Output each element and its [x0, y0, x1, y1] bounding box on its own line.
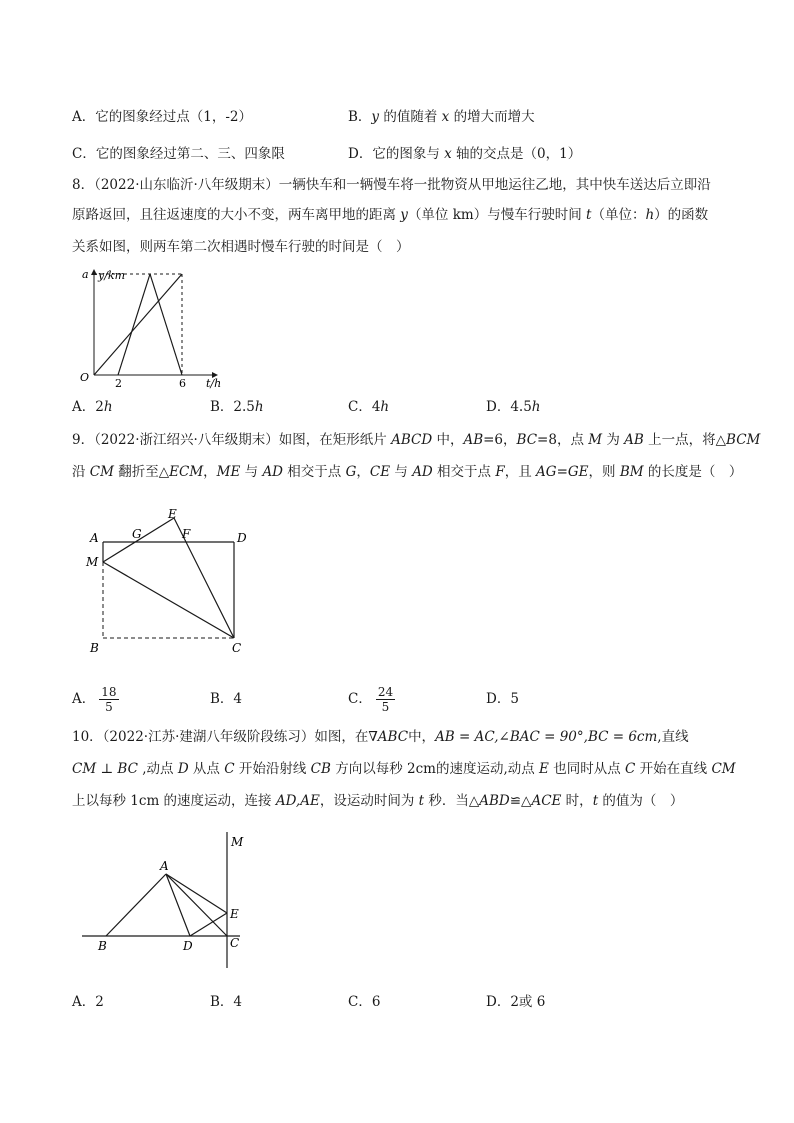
q9-l2-l: 的长度是（ ） [643, 464, 743, 480]
q8-option-b-unit: h [254, 399, 264, 415]
q9-l1-bcm: BCM [726, 432, 761, 448]
q10-label-c: C [230, 936, 240, 950]
q8-y-label: y/km [98, 269, 126, 282]
q9-l1-bc: BC [516, 432, 538, 448]
q8-var-y: y [400, 207, 408, 223]
q9-l2-c: ， [203, 464, 217, 480]
q9-option-c-fraction [376, 685, 395, 714]
q7-option-d [348, 144, 581, 164]
q10-l2-e: E [539, 761, 549, 777]
q9-l2-fpt: F [495, 464, 505, 480]
q10-l3-adae: AD,AE [275, 793, 320, 809]
q9-l1-e: 为 [602, 432, 625, 448]
q9-l2-h: 相交于点 [432, 464, 496, 480]
q9-label-f: F [182, 527, 191, 541]
q9-l2-d: 与 [240, 464, 263, 480]
q7-option-b-var2: x [441, 109, 450, 125]
q10-option-c-text: C．6 [348, 994, 381, 1010]
q10-line2 [72, 759, 736, 779]
q8-line2-c: （单位： [591, 207, 646, 223]
q8-line1-text: 8．（2022·山东临沂·八年级期末）一辆快车和一辆慢车将一批物资从甲地运往乙地，其中快车送达后立即沿 [72, 177, 711, 193]
q9-l2-ge: GE [567, 464, 589, 480]
q10-l3-t2: t [592, 793, 599, 809]
q8-option-d-prefix: D．4.5 [486, 399, 532, 415]
q9-l1-ab2: AB [624, 432, 644, 448]
q9-option-b-text: B．4 [210, 691, 243, 707]
q10-l2-cm2: CM [711, 761, 736, 777]
q10-l3-b: ，设运动时间为 [319, 793, 419, 809]
q9-l2-bm: BM [619, 464, 644, 480]
q7-option-a [72, 107, 252, 127]
q9-label-e: E [168, 507, 177, 521]
q8-option-b [210, 397, 264, 417]
q10-side-ab [106, 874, 166, 936]
q9-option-a [72, 682, 119, 716]
q9-line2 [72, 462, 742, 482]
q8-line2-d: ）的函数 [654, 207, 709, 223]
q7-option-b [348, 107, 535, 127]
q7-option-d-var: x [444, 146, 452, 162]
q7-option-b-mid: 的值随着 [379, 109, 442, 125]
q10-option-a-text: A．2 [72, 994, 104, 1010]
q8-option-a-unit: h [103, 399, 113, 415]
q9-l2-ecm: ECM [169, 464, 204, 480]
q8-fast-car-return [150, 274, 182, 375]
q10-l2-c3: C [625, 761, 636, 777]
q8-var-t: t [586, 207, 592, 223]
q9-l2-b: 翻折至△ [113, 464, 170, 480]
q9-option-d-text: D．5 [486, 691, 519, 707]
q7-option-b-var1: y [371, 109, 380, 125]
q8-tick-6: 6 [179, 377, 186, 390]
q8-option-b-prefix: B．2.5 [210, 399, 255, 415]
q10-l3-c: 秒．当△ [424, 793, 480, 809]
q7-option-c [72, 144, 285, 164]
q9-l2-a: 沿 [72, 464, 90, 480]
q10-option-b [210, 992, 242, 1012]
q10-line-ae [166, 874, 227, 913]
q9-label-a: A [90, 531, 99, 545]
q7-option-d-prefix: D．它的图象与 [348, 146, 445, 162]
q10-l2-b: 从点 [188, 761, 225, 777]
q10-label-a: A [160, 859, 169, 873]
q10-l1-cond: AB = AC,∠BAC = 90°,BC = 6cm [435, 729, 658, 745]
q8-option-a [72, 397, 113, 417]
q9-l2-g: G [345, 464, 357, 480]
q9-option-c-den: 5 [381, 700, 390, 714]
q9-option-d [486, 689, 519, 709]
q9-option-a-fraction [99, 685, 118, 714]
q10-l2-cb: CB [310, 761, 331, 777]
q9-l2-ag: AG [536, 464, 557, 480]
q8-option-d [486, 397, 541, 417]
q9-figure [80, 505, 260, 660]
q8-option-c [348, 397, 389, 417]
q9-label-b: B [90, 641, 99, 655]
q9-option-c-prefix: C． [348, 691, 372, 707]
q10-l3-d: 时， [561, 793, 593, 809]
q10-label-e: E [230, 907, 239, 921]
q9-l2-i: ，且 [504, 464, 537, 480]
q7-option-b-prefix: B． [348, 109, 372, 125]
q9-l2-k: ，则 [588, 464, 620, 480]
q9-l2-e: 相交于点 [283, 464, 346, 480]
q10-label-b: B [98, 939, 107, 953]
q8-line3 [72, 237, 410, 257]
q8-line2 [72, 205, 708, 225]
q8-a-label: a [82, 268, 89, 281]
q9-option-c [348, 682, 395, 716]
q9-option-a-num: 18 [101, 685, 117, 699]
q9-l1-f: 上一点，将△ [643, 432, 727, 448]
q9-label-c: C [232, 641, 242, 655]
q10-option-a [72, 992, 104, 1012]
q10-line-ad [166, 874, 190, 936]
q10-l2-cm: CM ⊥ BC [72, 761, 138, 777]
q8-line2-a: 原路返回，且往返速度的大小不变，两车离甲地的距离 [72, 207, 401, 223]
q9-option-a-prefix: A． [72, 691, 96, 707]
q10-option-d [486, 992, 545, 1012]
q7-option-c-text: C．它的图象经过第二、三、四象限 [72, 146, 285, 162]
q9-line1 [72, 430, 760, 450]
q10-l2-e2: 也同时从点 [548, 761, 625, 777]
q9-l1-d: =8，点 [537, 432, 589, 448]
q9-l2-ad2: AD [412, 464, 433, 480]
q8-option-c-unit: h [380, 399, 390, 415]
q9-label-g: G [132, 527, 142, 541]
q10-l3-e: 的值为（ ） [598, 793, 684, 809]
q7-option-a-text: A．它的图象经过点（1，-2） [72, 109, 252, 125]
q10-figure [80, 830, 270, 975]
q10-l2-f: 开始在直线 [635, 761, 712, 777]
q10-l2-d: D [177, 761, 189, 777]
q8-option-c-prefix: C．4 [348, 399, 381, 415]
q8-option-d-unit: h [531, 399, 541, 415]
q8-origin-label: O [80, 371, 90, 384]
q10-side-ac [166, 874, 227, 936]
q10-label-d: D [183, 939, 193, 953]
q9-l1-ab: AB [463, 432, 484, 448]
q7-option-b-suffix: 的增大而增大 [449, 109, 535, 125]
q10-l1-c: ,直线 [657, 729, 689, 745]
q10-l2-d2: 方向以每秒 2cm的速度运动,动点 [330, 761, 540, 777]
q10-l3-abd: ABD [479, 793, 510, 809]
q10-l3-cong: ≌△ [509, 793, 532, 809]
q10-l1-tri: ∇ABC [368, 729, 409, 745]
q9-label-m: M [86, 555, 99, 569]
q9-option-a-den: 5 [105, 700, 113, 714]
q9-l1-a: 9．（2022·浙江绍兴·八年级期末）如图，在矩形纸片 [72, 432, 392, 448]
q9-option-b [210, 689, 242, 709]
q8-x-label: t/h [206, 377, 222, 390]
q9-l1-b: 中， [432, 432, 464, 448]
q8-tick-2: 2 [115, 377, 122, 390]
q10-l1-a: 10．（2022·江苏·建湖八年级阶段练习）如图，在 [72, 729, 369, 745]
q10-l3-a: 上以每秒 1cm 的速度运动，连接 [72, 793, 276, 809]
q7-option-d-suffix: 轴的交点是（0，1） [451, 146, 582, 162]
q9-l2-f: ， [356, 464, 370, 480]
q9-l2-me: ME [216, 464, 241, 480]
q9-l2-cm: CM [89, 464, 114, 480]
q10-l3-ace: ACE [531, 793, 562, 809]
q8-graph [72, 265, 232, 390]
q10-l3-t: t [418, 793, 425, 809]
q8-slow-car-line [94, 274, 182, 375]
q9-l1-abcd: ABCD [391, 432, 433, 448]
q8-line2-b: （单位 km）与慢车行驶时间 [407, 207, 587, 223]
q9-l2-g2: 与 [390, 464, 413, 480]
q9-option-c-num: 24 [377, 685, 394, 699]
q8-line3-text: 关系如图，则两车第二次相遇时慢车行驶的时间是（ ） [72, 239, 410, 255]
q10-l2-a: ,动点 [137, 761, 178, 777]
q8-var-h: h [645, 207, 655, 223]
q9-l2-ad: AD [262, 464, 284, 480]
q10-label-m: M [231, 835, 244, 849]
q10-option-d-text: D．2或 6 [486, 994, 546, 1010]
q10-line3 [72, 791, 683, 811]
q10-line1 [72, 727, 689, 747]
q8-option-a-prefix: A．2 [72, 399, 104, 415]
q10-option-c [348, 992, 380, 1012]
q9-l1-m: M [588, 432, 603, 448]
q10-option-b-text: B．4 [210, 994, 243, 1010]
q9-l1-c: =6， [483, 432, 517, 448]
q10-l1-b: 中， [408, 729, 436, 745]
q9-label-d: D [237, 531, 247, 545]
q8-line1 [72, 175, 711, 195]
q9-l2-j: = [556, 464, 568, 480]
q8-fast-car-out [118, 274, 150, 375]
q9-l2-ce: CE [369, 464, 391, 480]
q10-l2-c2: 开始沿射线 [234, 761, 311, 777]
q10-l2-c: C [224, 761, 235, 777]
